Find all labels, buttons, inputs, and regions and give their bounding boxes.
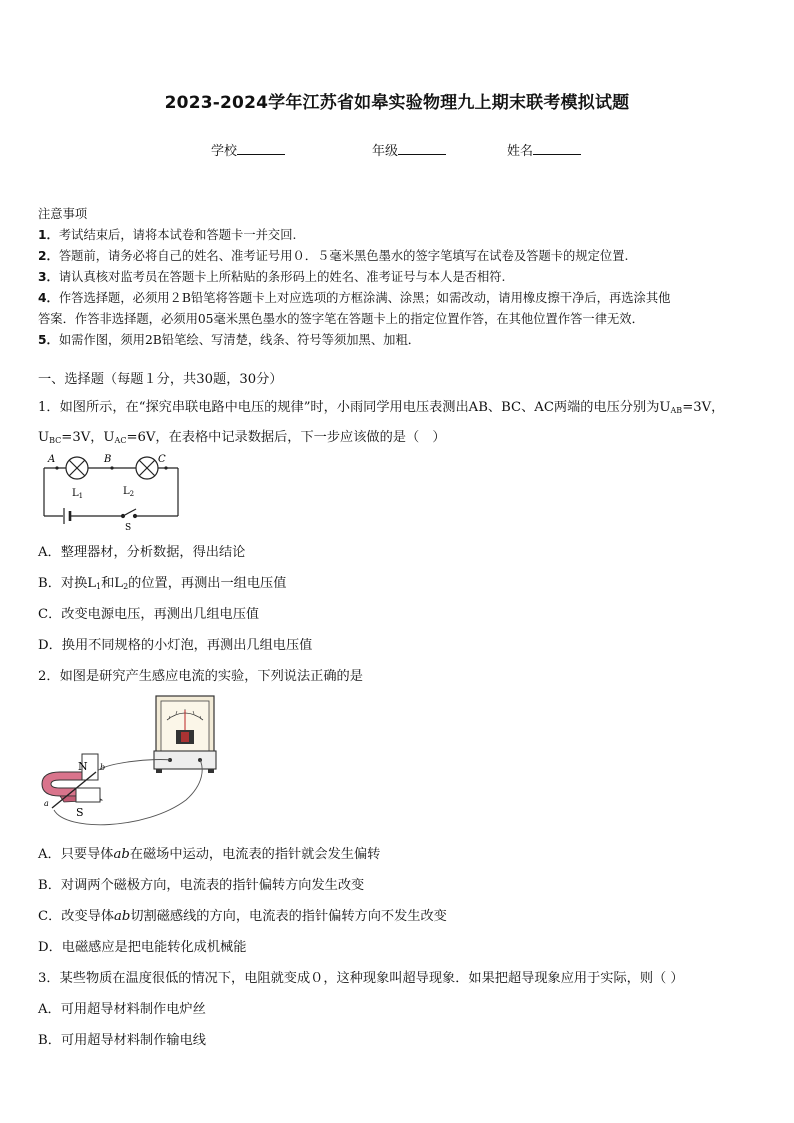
notice-heading: 注意事项 [38, 207, 88, 221]
grade-blank[interactable] [398, 142, 446, 155]
induction-figure [36, 692, 226, 832]
label-s-pole: S [76, 806, 84, 819]
battery-icon [64, 508, 70, 524]
switch-icon [122, 509, 137, 518]
q2-option-b[interactable]: B．对调两个磁极方向，电流表的指针偏转方向发生改变 [38, 878, 365, 893]
q1-option-c[interactable]: C．改变电源电压，再测出几组电压值 [38, 607, 260, 622]
q1-option-a[interactable]: A．整理器材，分析数据，得出结论 [38, 545, 246, 560]
q2-stem: 2．如图是研究产生感应电流的实验，下列说法正确的是 [38, 669, 363, 684]
student-info-fields [0, 140, 794, 160]
q1-stem-line1: 1．如图所示，在“探究串联电路中电压的规律”时，小雨同学用电压表测出AB、BC、AC两端的电压分别为$U_{AB}=3V$， [38, 400, 725, 415]
label-l1: $L_1$ [72, 488, 84, 500]
exam-title: 2023-2024学年江苏省如皋实验物理九上期末联考模拟试题 [164, 93, 630, 113]
school-blank[interactable] [237, 142, 285, 155]
q2-option-c[interactable]: C．改变导体ab切割磁感线的方向，电流表的指针偏转方向不发生改变 [38, 909, 447, 924]
q1-option-d[interactable]: D．换用不同规格的小灯泡，再测出几组电压值 [38, 638, 313, 653]
notice-item: 3．请认真核对监考员在答题卡上所粘贴的条形码上的姓名、准考证号与本人是否相符. [38, 270, 506, 284]
notice-item: 5．如需作图，须用2B铅笔绘、写清楚，线条、符号等须加黑、加粗． [38, 333, 421, 347]
q1-option-b[interactable]: B．对换$L_1$和$L_2$的位置，再测出一组电压值 [38, 576, 287, 591]
school-label: 学校 [211, 144, 238, 159]
label-a-end: a [44, 799, 49, 808]
name-label: 姓名 [507, 144, 534, 159]
label-b-end: b [100, 763, 106, 772]
name-blank[interactable] [533, 142, 581, 155]
notice-item: 4．作答选择题，必须用２B铅笔将答题卡上对应选项的方框涂满、涂黑；如需改动，请用橡皮擦干净后，再选涂其他 [38, 291, 671, 305]
notice-block [38, 204, 760, 351]
label-l2: $L_2$ [123, 486, 135, 498]
label-s: S [125, 523, 132, 533]
q3-option-a[interactable]: A．可用超导材料制作电炉丝 [38, 1002, 206, 1017]
label-a: A [48, 454, 56, 465]
horseshoe-magnet-icon [42, 754, 102, 802]
ammeter-icon [154, 696, 216, 773]
notice-item: 1．考试结束后，请将本试卷和答题卡一并交回. [38, 228, 297, 242]
q3-option-b[interactable]: B．可用超导材料制作输电线 [38, 1033, 206, 1048]
name-field[interactable] [507, 140, 581, 159]
section-heading: 一、选择题（每题１分，共30题，30分） [38, 372, 283, 387]
lamp-l1-icon [66, 457, 88, 479]
label-n: N [78, 760, 88, 773]
label-b: B [104, 454, 112, 465]
notice-item: 答案．作答非选择题，必须用05毫米黑色墨水的签字笔在答题卡上的指定位置作答，在其他位置作答一律无效． [38, 312, 644, 326]
lamp-l2-icon [136, 457, 158, 479]
grade-label: 年级 [372, 144, 399, 159]
series-circuit-figure [36, 452, 186, 534]
q3-stem: 3．某些物质在温度很低的情况下，电阻就变成０，这种现象叫超导现象．如果把超导现象应用于实际，则（ ） [38, 971, 684, 986]
grade-field[interactable] [372, 140, 446, 159]
notice-item: 2．答题前，请务必将自己的姓名、准考证号用０．５毫米黑色墨水的签字笔填写在试卷及答题卡的规定位置. [38, 249, 629, 263]
q2-option-a[interactable]: A．只要导体ab在磁场中运动，电流表的指针就会发生偏转 [38, 847, 381, 862]
school-field[interactable] [211, 140, 285, 159]
q1-stem-line2: $U_{BC}=3V$，$U_{AC}=6V$，在表格中记录数据后，下一步应该做的是（ ） [38, 430, 446, 445]
label-c: C [158, 454, 166, 465]
q2-option-d[interactable]: D．电磁感应是把电能转化成机械能 [38, 940, 247, 955]
